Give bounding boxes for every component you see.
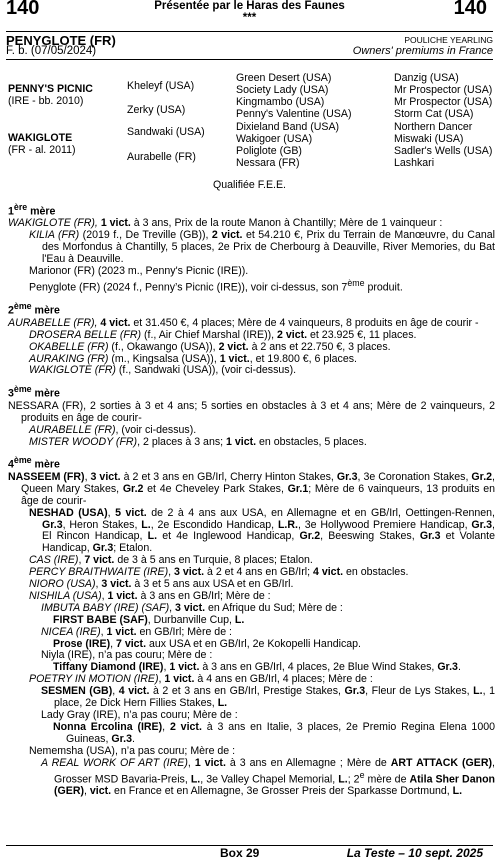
pedigree-dam-info: (FR - al. 2011) (8, 144, 76, 156)
lot-number-right: 140 (453, 0, 487, 19)
family-notes (8, 202, 495, 798)
pedigree-gen2: Aurabelle (FR) (127, 151, 196, 163)
dam-entry: NASSEEM (FR), 3 vict. à 2 et 3 ans en GB/Irl, Cherry Hinton Stakes, Gr.3, 3e Coronation Stakes, Gr.2, Queen Mary Stakes, Gr.2 et 4e Cheveley Park Stakes, Gr.1; Mère de 6 vainqueurs, 13 produits en âge de courir- (8, 470, 495, 507)
dam-entry: WAKIGLOTE (FR), 1 vict. à 3 ans, Prix de la route Manon à Chantilly; Mère de 1 vainqueur : (8, 217, 443, 230)
horse-sex-dob: F. b. (07/05/2024) (6, 45, 97, 57)
produce-entry: AURAKING (FR) (m., Kingsalsa (USA)), 1 vict., et 19.800 €, 6 places. (29, 352, 357, 365)
produce-entry: NESHAD (USA), 5 vict. de 2 à 4 ans aux USA, en Allemagne et en GB/Irl, Oettingen-Rennen, Gr.3, Heron Stakes, L., 2e Escondido Handicap, L.R., 3e Hollywood Premiere Handicap, Gr.3, El Rincon Handicap, L. et 4e Inglewood Handicap, Gr.2, Beeswing Stakes, Gr.3 et Volante Handicap, Gr.3; Etalon. (29, 506, 495, 555)
lot-number-left: 140 (6, 0, 40, 19)
pedigree-gen3: Penny's Valentine (USA) (236, 108, 352, 120)
pedigree-gen4: Sadler's Wells (USA) (394, 145, 493, 157)
produce-entry: NICEA (IRE), 1 vict. en GB/Irl; Mère de : (41, 625, 232, 638)
produce-entry: WAKIGLOTE (FR) (f., Sandwaki (USA)), (voir ci-dessus). (29, 364, 297, 377)
dam-entry: AURABELLE (FR), 4 vict. et 31.450 €, 4 places; Mère de 4 vainqueurs, 8 produits en âge de courir - (8, 316, 479, 329)
produce-entry: Prose (IRE), 7 vict. aux USA et en GB/Irl, 2e Kokopelli Handicap. (53, 637, 361, 650)
divider-top (6, 31, 493, 32)
pedigree-gen2: Sandwaki (USA) (127, 126, 205, 138)
produce-entry: NISHILA (USA), 1 vict. à 3 ans en GB/Irl; Mère de : (29, 589, 271, 602)
section-heading-4: 4ème mère (8, 455, 60, 471)
produce-entry: Niyla (IRE), n’a pas couru; Mère de : (41, 649, 213, 662)
produce-entry: Nememsha (USA), n’a pas couru; Mère de : (29, 744, 236, 757)
pedigree-gen3: Society Lady (USA) (236, 84, 329, 96)
box-number: Box 29 (220, 846, 260, 860)
pedigree-gen3: Nessara (FR) (236, 157, 300, 169)
pedigree-gen3: Wakigoer (USA) (236, 133, 313, 145)
produce-entry: POETRY IN MOTION (IRE), 1 vict. à 4 ans en GB/Irl, 4 places; Mère de : (29, 673, 373, 686)
pedigree-gen2: Zerky (USA) (127, 104, 186, 116)
pedigree-dam: WAKIGLOTE (8, 132, 73, 144)
pedigree-gen3: Poliglote (GB) (236, 145, 302, 157)
qualification: Qualifiée F.E.E. (212, 179, 286, 191)
produce-entry: PERCY BRAITHWAITE (IRE), 3 vict. à 2 et 4 ans en GB/Irl; 4 vict. en obstacles. (29, 566, 409, 579)
produce-entry: NIORO (USA), 3 vict. à 3 et 5 ans aux USA et en GB/Irl. (29, 578, 294, 591)
horse-name: PENYGLOTE (FR) (6, 33, 116, 48)
produce-entry: A REAL WORK OF ART (IRE), 1 vict. à 3 ans en Allemagne ; Mère de ART ATTACK (GER), Grosser MSD Bavaria-Preis, L., 3e Valley Chapel Memorial, L.; 2e mère de Atila Sher Danon (GER), vict. en France et en Allemagne, 3e Grosser Preis der Sparkasse Dortmund, L. (41, 756, 496, 797)
produce-entry: OKABELLE (FR) (f., Okawango (USA)), 2 vict. à 2 ans et 22.750 €, 3 places. (29, 340, 391, 353)
produce-entry: KILIA (FR) (2019 f., De Treville (GB)), 2 vict. et 54.210 €, Prix du Terrain de Manœuvre, du Canal des Morfondus à Chantilly, 5 places, 2e Prix de Cherbourg à Deauville, River Memories, du Bat l'Eau à Deauville. (29, 229, 495, 266)
pedigree-sire-info: (IRE - bb. 2010) (8, 95, 84, 107)
sale-place-date: La Teste – 10 sept. 2025 (346, 846, 483, 860)
page-header (0, 0, 499, 32)
pedigree-gen3: Dixieland Band (USA) (236, 121, 340, 133)
produce-entry: MISTER WOODY (FR), 2 places à 3 ans; 1 vict. en obstacles, 5 places. (29, 435, 367, 448)
dam-entry: NESSARA (FR), 2 sorties à 3 et 4 ans; 5 sorties en obstacles à 3 et 4 ans; Mère de 2 vainqueurs, 2 produits en âge de courir- (8, 399, 495, 424)
owners-premiums: Owners' premiums in France (352, 45, 493, 57)
pedigree-gen3: Kingmambo (USA) (236, 96, 325, 108)
pedigree-table (0, 70, 499, 175)
produce-entry: DROSERA BELLE (FR) (f., Air Chief Marshal (IRE)), 2 vict. et 23.925 €, 11 places. (29, 328, 417, 341)
pedigree-gen4: Northern Dancer (394, 121, 473, 133)
presenter: Présentée par le Haras des Faunes *** (154, 0, 345, 24)
produce-entry: Nonna Ercolina (IRE), 2 vict. à 3 ans en Italie, 3 places, 2e Premio Regina Elena 1000 Guineas, Gr.3. (53, 720, 495, 745)
pedigree-gen2: Kheleyf (USA) (127, 80, 195, 92)
section-heading-3: 3ème mère (8, 384, 60, 400)
produce-entry: Penyglote (FR) (2024 f., Penny’s Picnic (IRE)), voir ci-dessus, son 7ème produit. (29, 277, 403, 294)
pedigree-gen4: Miswaki (USA) (394, 133, 464, 145)
pedigree-gen4: Mr Prospector (USA) (394, 84, 493, 96)
pedigree-gen4: Storm Cat (USA) (394, 108, 474, 120)
page-footer (0, 846, 499, 862)
section-heading-1: 1ère mère (8, 202, 56, 218)
pedigree-gen4: Mr Prospector (USA) (394, 96, 493, 108)
divider-title (6, 59, 493, 60)
pedigree-gen4: Lashkari (394, 157, 435, 169)
horse-title (6, 33, 493, 59)
horse-type: POULICHE YEARLING (404, 35, 493, 45)
pedigree-sire: PENNY'S PICNIC (8, 83, 93, 95)
produce-entry: IMBUTA BABY (IRE) (SAF), 3 vict. en Afrique du Sud; Mère de : (41, 601, 343, 614)
pedigree-gen3: Green Desert (USA) (236, 72, 332, 84)
produce-entry: Tiffany Diamond (IRE), 1 vict. à 3 ans en GB/Irl, 4 places, 2e Blue Wind Stakes, Gr.3. (53, 661, 461, 674)
produce-entry: Lady Gray (IRE), n’a pas couru; Mère de : (41, 709, 238, 721)
section-heading-2: 2ème mère (8, 301, 60, 317)
pedigree-gen4: Danzig (USA) (394, 72, 459, 84)
produce-entry: Marionor (FR) (2023 m., Penny's Picnic (IRE)). (29, 265, 249, 278)
produce-entry: FIRST BABE (SAF), Durbanville Cup, L. (53, 613, 245, 626)
produce-entry: CAS (IRE), 7 vict. de 3 à 5 ans en Turquie, 8 places; Etalon. (29, 554, 313, 567)
produce-entry: SESMEN (GB), 4 vict. à 2 et 3 ans en GB/Irl, Prestige Stakes, Gr.3, Fleur de Lys Stakes, L., 1 place, 2e Dick Hern Fillies Stakes, L. (41, 685, 495, 710)
produce-entry: AURABELLE (FR), (voir ci-dessus). (29, 423, 197, 436)
